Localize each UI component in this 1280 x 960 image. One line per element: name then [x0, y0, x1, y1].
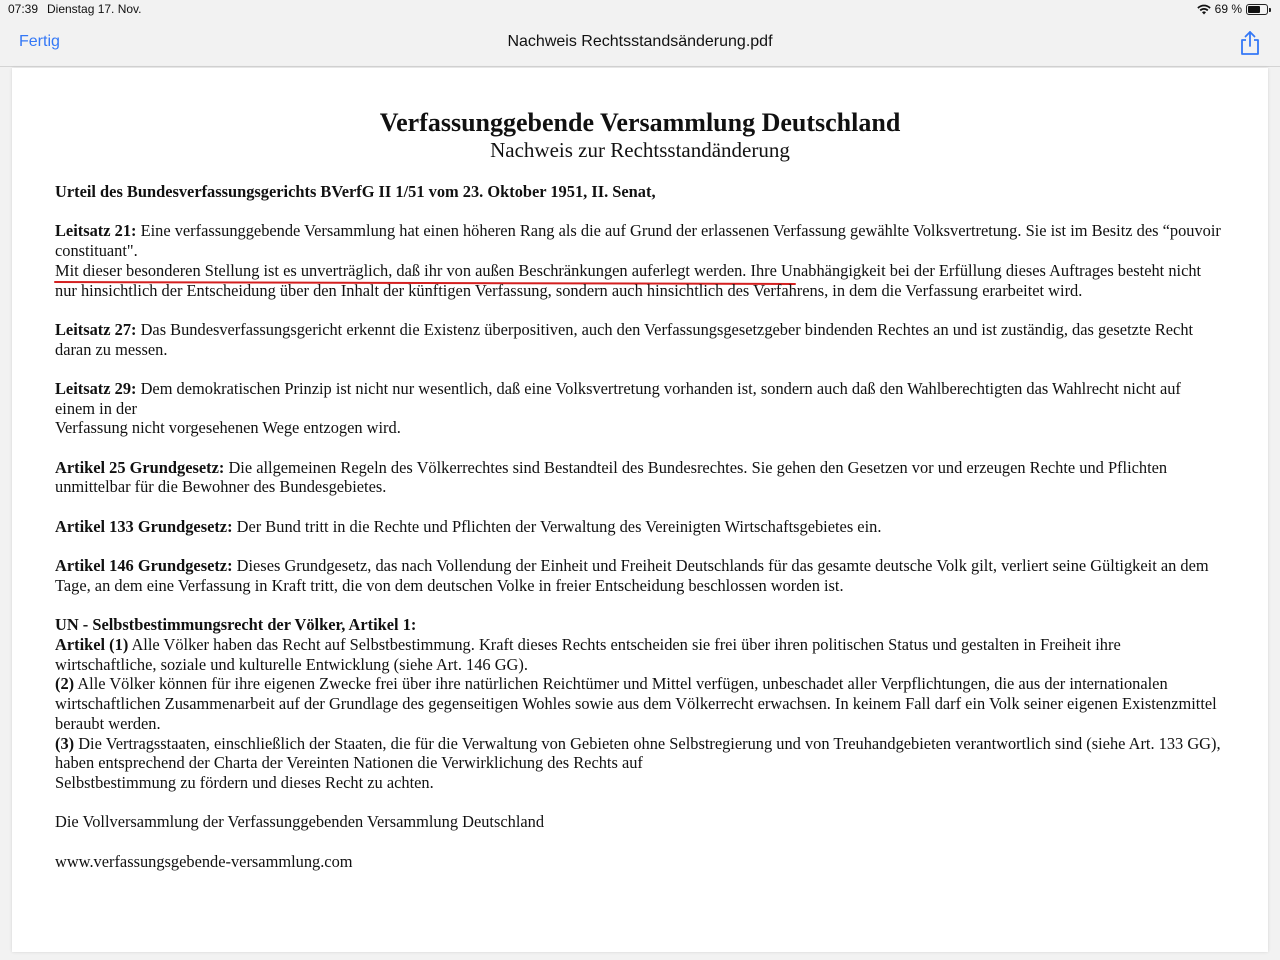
- doc-subtitle: Nachweis zur Rechtsstandänderung: [490, 138, 790, 162]
- paragraph-leitsatz-29: [55, 379, 1225, 438]
- paragraph-leitsatz-21: [55, 221, 1225, 300]
- ls27-text: Das Bundesverfassungsgericht erkennt die Existenz überpositiven, auch den Verfassungsgesetzgeber bindenden Rechtes an und ist zuständig, das gesetzte Recht daran zu messen.: [55, 319, 1194, 359]
- paragraph-closing: [55, 812, 1225, 832]
- ls21-underlined-text: Mit dieser besonderen Stellung ist es unverträglich, daß ihr von außen Beschränkungen auferlegt werden.: [55, 260, 747, 280]
- art25-label: Artikel 25 Grundgesetz:: [55, 457, 225, 477]
- ls29-text2: Verfassung nicht vorgesehenen Wege entzogen wird.: [55, 418, 401, 438]
- status-date: Dienstag 17. Nov.: [47, 2, 142, 16]
- doc-title: Verfassunggebende Versammlung Deutschland: [379, 108, 901, 137]
- un2-label: (2): [55, 674, 75, 694]
- art146-label: Artikel 146 Grundgesetz:: [55, 556, 233, 576]
- paragraph-artikel-25: [55, 458, 1225, 497]
- ls27-label: Leitsatz 27:: [55, 319, 137, 339]
- wifi-icon: [1197, 4, 1211, 15]
- share-icon[interactable]: [1238, 30, 1262, 56]
- nav-bar: [0, 22, 1280, 67]
- art133-text: Der Bund tritt in die Rechte und Pflichten der Verwaltung des Vereinigten Wirtschaftsgebietes ein.: [232, 516, 882, 536]
- doc-body: [55, 182, 1225, 891]
- battery-icon: [1246, 4, 1268, 15]
- ls21-label: Leitsatz 21:: [55, 221, 137, 241]
- paragraph-artikel-146: [55, 556, 1225, 595]
- paragraph-artikel-133: [55, 517, 1225, 537]
- document-title: Nachweis Rechtsstandsänderung.pdf: [507, 33, 773, 50]
- un1-label: Artikel (1): [55, 635, 129, 655]
- done-button[interactable]: Fertig: [19, 33, 60, 50]
- un2-text: Alle Völker können für ihre eigenen Zwecke frei über ihre natürlichen Reichtümer und Mittel verfügen, unbeschadet aller Verpflichtungen, die aus der internationalen wirtschaftlichen Zusammenarbeit auf der Grundlage des gegenseitigen Wohles sowie aus dem Völkerrecht erwachsen. In keinem Fall darf ein Volk seiner eigenen Existenzmittel beraubt werden.: [55, 674, 1217, 733]
- paragraph-leitsatz-27: [55, 320, 1225, 359]
- ls29-label: Leitsatz 29:: [55, 378, 137, 398]
- ls21-text1: Eine verfassunggebende Versammlung hat einen höheren Rang als die auf Grund der erlassenen Verfassung gewählte Volksvertretung. Sie ist im Besitz des “pouvoir constituant".: [55, 221, 1221, 261]
- un1-text: Alle Völker haben das Recht auf Selbstbestimmung. Kraft dieses Rechts entscheiden sie frei über ihren politischen Status und gestalten in Freiheit ihre wirtschaftliche, soziale und kulturelle Entwicklung (siehe Art. 146 GG).: [55, 635, 1121, 674]
- battery-percent: 69 %: [1214, 2, 1242, 16]
- un3-text2: Selbstbestimmung zu fördern und dieses Recht zu achten.: [55, 772, 434, 792]
- closing-text: Die Vollversammlung der Verfassunggebenden Versammlung Deutschland: [55, 812, 545, 832]
- status-bar: [0, 0, 1280, 22]
- website-link[interactable]: www.verfassungsgebende-versammlung.com: [55, 851, 353, 871]
- paragraph-un: [55, 615, 1225, 792]
- art146-text: Dieses Grundgesetz, das nach Vollendung der Einheit und Freiheit Deutschlands für das gesamte deutsche Volk gilt, verliert seine Gültigkeit an dem Tage, an dem eine Verfassung in Kraft tritt, die von dem deutschen Volke in freier Entscheidung beschlossen worden ist.: [55, 556, 1209, 595]
- battery-fill: [1248, 6, 1260, 13]
- un-heading: UN - Selbstbestimmungsrecht der Völker, Artikel 1:: [55, 615, 417, 635]
- art25-text: Die allgemeinen Regeln des Völkerrechtes sind Bestandteil des Bundesrechtes. Sie gehen den Gesetzen vor und erzeugen Rechte und Pflichten unmittelbar für die Bewohner des Bundesgebietes.: [55, 457, 1168, 497]
- status-right: [1197, 2, 1268, 16]
- paragraph-urteil: [55, 182, 1225, 202]
- art133-label: Artikel 133 Grundgesetz:: [55, 516, 233, 536]
- pdf-page[interactable]: [12, 68, 1268, 952]
- ls29-text1: Dem demokratischen Prinzip ist nicht nur wesentlich, daß eine Volksvertretung vorhanden ist, sondern auch daß den Wahlberechtigten das Wahlrecht nicht auf einem in der: [55, 378, 1181, 418]
- ls21-text3: Ihre Unabhängigkeit bei der Erfüllung dieses Auftrages besteht nicht nur hinsichtlich der Entscheidung über den Inhalt der künftigen Verfassung, sondern auch hinsichtlich des Verfahrens, in dem die Verfassung erarbeitet wird.: [55, 260, 1202, 300]
- status-time: 07:39: [8, 2, 39, 16]
- un3-label: (3): [55, 733, 75, 753]
- paragraph-website: [55, 852, 1225, 872]
- urteil-heading: Urteil des Bundesverfassungsgerichts BVerfG II 1/51 vom 23. Oktober 1951, II. Senat,: [55, 182, 656, 201]
- un3-text1: Die Vertragsstaaten, einschließlich der Staaten, die für die Verwaltung von Gebieten ohne Selbstregierung und von Treuhandgebieten verantwortlich sind (siehe Art. 133 GG), haben entsprechend der Charta der Vereinten Nationen die Verwirklichung des Rechts auf: [55, 733, 1221, 773]
